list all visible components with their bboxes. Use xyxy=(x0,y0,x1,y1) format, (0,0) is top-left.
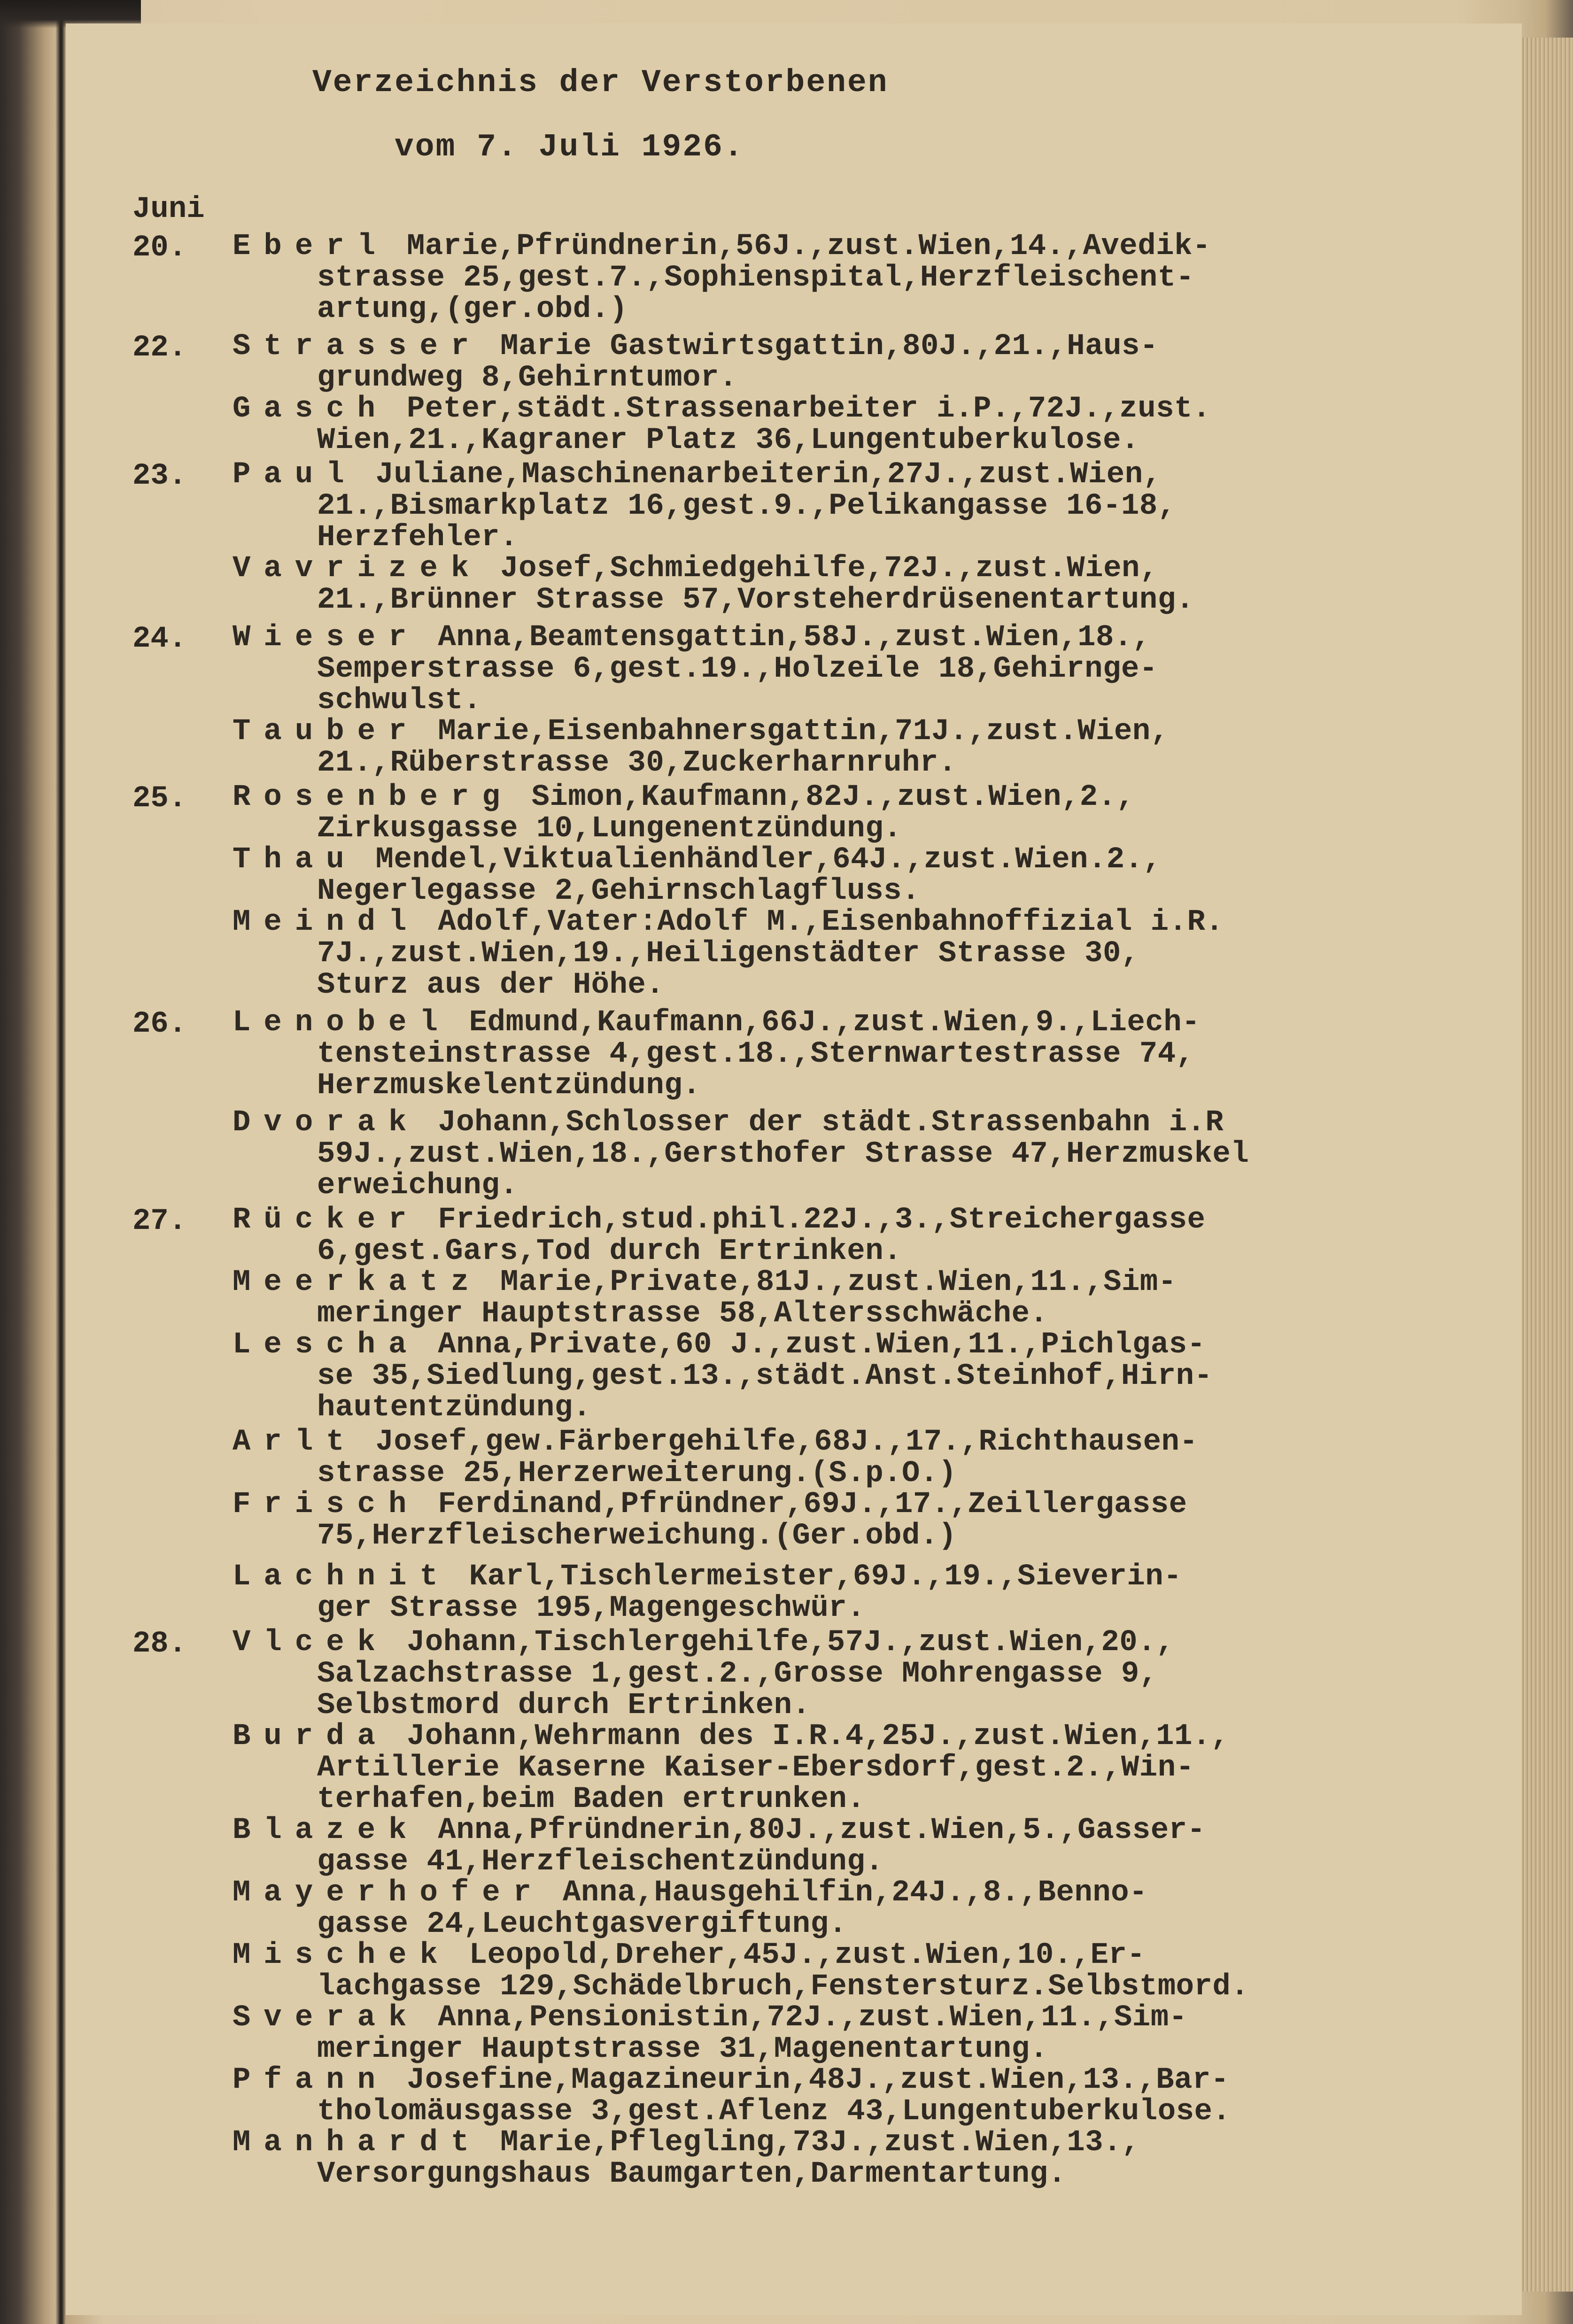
entry-details: Leopold,Dreher,45J.,zust.Wien,10.,Er- xyxy=(450,1938,1146,1972)
day-label: 26. xyxy=(132,1007,187,1041)
death-entry xyxy=(232,782,1369,845)
entry-continuation-line: meringer Hauptstrasse 31,Magenentartung. xyxy=(317,2032,1048,2066)
surname-spaced: Rosenberg xyxy=(232,780,513,814)
day-label: 23. xyxy=(132,459,187,493)
month-label: Juni xyxy=(132,193,205,226)
death-entry xyxy=(232,394,1369,456)
entry-details: Anna,Hausgehilfin,24J.,8.,Benno- xyxy=(544,1876,1147,1910)
surname-spaced: Vlcek xyxy=(232,1626,389,1660)
surname-spaced: Paul xyxy=(232,458,357,492)
entry-continuation-line: tholomäusgasse 3,gest.Aflenz 43,Lungentuberkulose. xyxy=(317,2095,1231,2129)
entry-continuation-line: erweichung. xyxy=(317,1169,518,1203)
surname-spaced: Vavrizek xyxy=(232,552,482,586)
entry-continuation-line: grundweg 8,Gehirntumor. xyxy=(317,361,737,395)
entry-details: Friedrich,stud.phil.22J.,3.,Streichergasse xyxy=(419,1203,1206,1237)
death-entry xyxy=(232,1007,1369,1102)
entry-continuation-line: strasse 25,gest.7.,Sophienspital,Herzfleischent- xyxy=(317,261,1194,295)
surname-spaced: Strasser xyxy=(232,330,482,363)
entry-continuation-line: terhafen,beim Baden ertrunken. xyxy=(317,1783,866,1816)
entry-details: Josef,gew.Färbergehilfe,68J.,17.,Richthausen- xyxy=(357,1425,1198,1459)
surname-spaced: Lenobel xyxy=(232,1006,451,1040)
death-entry xyxy=(232,1877,1369,1940)
entry-continuation-line: Wien,21.,Kagraner Platz 36,Lungentuberkulose. xyxy=(317,424,1139,457)
surname-spaced: Pfann xyxy=(232,2063,389,2097)
surname-spaced: Dvorak xyxy=(232,1106,420,1140)
surname-spaced: Meerkatz xyxy=(232,1266,482,1299)
surname-spaced: Arlt xyxy=(232,1425,357,1459)
entry-continuation-line: artung,(ger.obd.) xyxy=(317,293,628,326)
entry-details: Karl,Tischlermeister,69J.,19.,Sieverin- xyxy=(450,1560,1182,1594)
entry-continuation-line: 21.,Bismarkplatz 16,gest.9.,Pelikangasse 16-18, xyxy=(317,489,1176,523)
entry-continuation-line: Herzmuskelentzündung. xyxy=(317,1069,701,1103)
surname-spaced: Rücker xyxy=(232,1203,420,1237)
death-entry xyxy=(232,1561,1369,1624)
entry-details: Johann,Schlosser der städt.Strassenbahn i.R xyxy=(419,1106,1224,1140)
entry-details: Marie,Pflegling,73J.,zust.Wien,13., xyxy=(482,2126,1140,2160)
entry-continuation-line: gasse 41,Herzfleischentzündung. xyxy=(317,1845,884,1879)
page-edges xyxy=(1520,38,1573,2292)
death-entry xyxy=(232,844,1369,907)
surname-spaced: Tauber xyxy=(232,715,420,749)
surname-spaced: Frisch xyxy=(232,1488,420,1521)
entry-details: Ferdinand,Pfründner,69J.,17.,Zeillergasse xyxy=(419,1488,1187,1521)
surname-spaced: Eberl xyxy=(232,230,389,263)
day-label: 22. xyxy=(132,331,187,365)
entry-continuation-line: Zirkusgasse 10,Lungenentzündung. xyxy=(317,812,902,846)
death-entry xyxy=(232,459,1369,554)
surname-spaced: Mischek xyxy=(232,1938,451,1972)
entry-continuation-line: 21.,Rüberstrasse 30,Zuckerharnruhr. xyxy=(317,746,957,780)
entry-details: Marie,Eisenbahnersgattin,71J.,zust.Wien, xyxy=(419,715,1169,749)
entry-details: Josefine,Magazineurin,48J.,zust.Wien,13.,Bar- xyxy=(388,2063,1229,2097)
entry-details: Anna,Pensionistin,72J.,zust.Wien,11.,Sim- xyxy=(419,2001,1187,2035)
entry-continuation-line: Salzachstrasse 1,gest.2.,Grosse Mohrengasse 9, xyxy=(317,1657,1158,1691)
death-entry xyxy=(232,1329,1369,1424)
day-label: 28. xyxy=(132,1627,187,1661)
entry-continuation-line: hautentzündung. xyxy=(317,1391,591,1425)
death-entry xyxy=(232,331,1369,394)
day-label: 20. xyxy=(132,231,187,265)
entry-continuation-line: 75,Herzfleischerweichung.(Ger.obd.) xyxy=(317,1519,957,1553)
entry-continuation-line: tensteinstrasse 4,gest.18.,Sternwartestrasse 74, xyxy=(317,1037,1194,1071)
surname-spaced: Gasch xyxy=(232,392,389,426)
entry-continuation-line: Artillerie Kaserne Kaiser-Ebersdorf,gest.2.,Win- xyxy=(317,1751,1194,1785)
entry-continuation-line: strasse 25,Herzerweiterung.(S.p.O.) xyxy=(317,1457,957,1490)
entry-details: Anna,Private,60 J.,zust.Wien,11.,Pichlgas- xyxy=(419,1328,1206,1362)
surname-spaced: Burda xyxy=(232,1720,389,1753)
entry-continuation-line: Sturz aus der Höhe. xyxy=(317,968,665,1002)
death-entry xyxy=(232,1427,1369,1490)
surname-spaced: Blazek xyxy=(232,1814,420,1847)
entry-details: Simon,Kaufmann,82J.,zust.Wien,2., xyxy=(513,780,1135,814)
entry-details: Peter,städt.Strassenarbeiter i.P.,72J.,zust. xyxy=(388,392,1211,426)
death-entry xyxy=(232,1721,1369,1815)
surname-spaced: Thau xyxy=(232,843,357,877)
entry-continuation-line: lachgasse 129,Schädelbruch,Fenstersturz.Selbstmord. xyxy=(317,1970,1249,2004)
entry-continuation-line: Negerlegasse 2,Gehirnschlagfluss. xyxy=(317,874,920,908)
entry-continuation-line: 21.,Brünner Strasse 57,Vorsteherdrüsenentartung. xyxy=(317,583,1194,617)
death-entry xyxy=(232,553,1369,616)
entry-details: Marie,Private,81J.,zust.Wien,11.,Sim- xyxy=(482,1266,1177,1299)
day-label: 24. xyxy=(132,622,187,656)
surname-spaced: Lescha xyxy=(232,1328,420,1362)
entry-continuation-line: 7J.,zust.Wien,19.,Heiligenstädter Strasse 30, xyxy=(317,937,1139,971)
death-entry xyxy=(232,1489,1369,1552)
entry-details: Josef,Schmiedgehilfe,72J.,zust.Wien, xyxy=(482,552,1158,586)
entry-continuation-line: schwulst. xyxy=(317,684,482,718)
death-entry xyxy=(232,2127,1369,2190)
day-label: 25. xyxy=(132,782,187,816)
death-entry xyxy=(232,716,1369,779)
entry-continuation-line: Herzfehler. xyxy=(317,521,518,555)
entry-continuation-line: se 35,Siedlung,gest.13.,städt.Anst.Steinhof,Hirn- xyxy=(317,1359,1213,1393)
surname-spaced: Wieser xyxy=(232,621,420,655)
entry-continuation-line: gasse 24,Leuchtgasvergiftung. xyxy=(317,1907,847,1941)
entry-continuation-line: ger Strasse 195,Magengeschwür. xyxy=(317,1591,866,1625)
death-entry xyxy=(232,2002,1369,2065)
entry-continuation-line: meringer Hauptstrasse 58,Altersschwäche. xyxy=(317,1297,1048,1331)
death-entry xyxy=(232,1940,1369,2003)
surname-spaced: Mayerhofer xyxy=(232,1876,545,1910)
entry-details: Mendel,Viktualienhändler,64J.,zust.Wien.2., xyxy=(357,843,1162,877)
entry-details: Johann,Tischlergehilfe,57J.,zust.Wien,20., xyxy=(388,1626,1174,1660)
death-entry xyxy=(232,1107,1369,1202)
entry-continuation-line: Versorgungshaus Baumgarten,Darmentartung. xyxy=(317,2157,1067,2191)
document-title: Verzeichnis der Verstorbenen xyxy=(312,65,889,101)
document-date: vom 7. Juli 1926. xyxy=(395,129,744,165)
entry-details: Johann,Wehrmann des I.R.4,25J.,zust.Wien,11., xyxy=(388,1720,1229,1753)
death-entry xyxy=(232,2065,1369,2128)
entry-continuation-line: Semperstrasse 6,gest.19.,Holzeile 18,Gehirnge- xyxy=(317,652,1158,686)
entry-continuation-line: 6,gest.Gars,Tod durch Ertrinken. xyxy=(317,1235,902,1268)
surname-spaced: Manhardt xyxy=(232,2126,482,2160)
death-entry xyxy=(232,622,1369,717)
entry-continuation-line: 59J.,zust.Wien,18.,Gersthofer Strasse 47,Herzmuskel xyxy=(317,1137,1249,1171)
surname-spaced: Meindl xyxy=(232,905,420,939)
death-entry xyxy=(232,1815,1369,1878)
entry-continuation-line: Selbstmord durch Ertrinken. xyxy=(317,1689,811,1722)
death-entry xyxy=(232,1204,1369,1267)
surname-spaced: Lachnit xyxy=(232,1560,451,1594)
entry-details: Anna,Pfründnerin,80J.,zust.Wien,5.,Gasser- xyxy=(419,1814,1206,1847)
entry-details: Marie Gastwirtsgattin,80J.,21.,Haus- xyxy=(482,330,1158,363)
entry-details: Edmund,Kaufmann,66J.,zust.Wien,9.,Liech- xyxy=(450,1006,1200,1040)
surname-spaced: Sverak xyxy=(232,2001,420,2035)
death-entry xyxy=(232,1627,1369,1722)
day-label: 27. xyxy=(132,1204,187,1238)
entry-details: Adolf,Vater:Adolf M.,Eisenbahnoffizial i.R. xyxy=(419,905,1224,939)
death-entry xyxy=(232,1267,1369,1330)
entry-details: Juliane,Maschinenarbeiterin,27J.,zust.Wien, xyxy=(357,458,1162,492)
death-entry xyxy=(232,231,1369,325)
entry-details: Marie,Pfründnerin,56J.,zust.Wien,14.,Avedik- xyxy=(388,230,1211,263)
entry-details: Anna,Beamtensgattin,58J.,zust.Wien,18., xyxy=(419,621,1151,655)
death-entry xyxy=(232,907,1369,1001)
